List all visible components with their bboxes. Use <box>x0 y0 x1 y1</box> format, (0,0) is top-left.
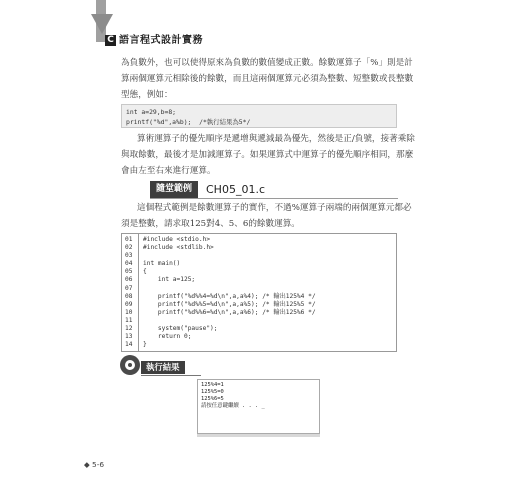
header-title: 語言程式設計實務 <box>119 35 203 46</box>
code-text: int a=125; <box>143 276 196 284</box>
code-text: { <box>143 268 147 276</box>
chapter-arrow-icon <box>91 14 113 34</box>
console-line: 125%4=1 <box>201 382 224 388</box>
sample-desc-line: 須是整數，請求取125對4、5、6的餘數運算。 <box>121 219 300 229</box>
code-text: system("pause"); <box>143 325 218 333</box>
execution-label: 執行結果 <box>141 361 185 374</box>
execution-disc-center <box>128 363 132 367</box>
code-text: int main() <box>143 260 181 268</box>
line-number: 08 <box>125 292 133 300</box>
precedence-line: 會由左至右來進行運算。 <box>121 166 216 176</box>
code-row <box>122 333 396 341</box>
code-row <box>122 301 396 309</box>
code-row <box>122 268 396 276</box>
line-number: 10 <box>125 308 133 316</box>
line-number: 11 <box>125 316 133 324</box>
sample-desc-line: 這個程式範例是餘數運算子的實作，不過%運算子兩端的兩個運算元都必 <box>137 203 412 213</box>
code-text: #include <stdlib.h> <box>143 244 214 252</box>
code-row <box>122 260 396 268</box>
code-row <box>122 325 396 333</box>
intro-line: 型態，例如： <box>121 90 173 100</box>
intro-paragraph <box>121 55 413 103</box>
sample-description <box>121 200 412 232</box>
line-number: 07 <box>125 284 133 292</box>
line-number: 13 <box>125 333 133 341</box>
code-text: printf("%d%%5=%d\n",a,a%5); /* 輸出125%5 */ <box>143 300 316 308</box>
page-number: ◆ 5-6 <box>84 460 105 469</box>
line-number: 04 <box>125 260 133 268</box>
code-row <box>122 309 396 317</box>
execution-divider <box>141 375 201 376</box>
line-number: 09 <box>125 300 133 308</box>
code-text: #include <stdio.h> <box>143 236 211 243</box>
console-line: 125%5=0 <box>201 389 224 395</box>
console-scrollbar <box>197 434 320 437</box>
code-text: printf("%d%%4=%d\n",a,a%4); /* 輸出125%4 */ <box>143 292 316 300</box>
code-row <box>122 293 396 301</box>
code-row <box>122 276 396 284</box>
intro-line: 算兩個運算元相除後的餘數，而且這兩個運算元必須為整數、短整數或長整數 <box>121 74 414 84</box>
line-number: 01 <box>125 236 133 243</box>
intro-line: 為負數外，也可以使得原來為負數的數值變成正數。餘數運算子「%」則是計 <box>121 58 413 68</box>
code-row <box>122 252 396 260</box>
line-number: 14 <box>125 341 133 349</box>
console-line: 請按任意鍵繼續 . . . _ <box>201 403 265 409</box>
code-line: printf("%d",a%b); /*執行結果為5*/ <box>126 118 251 126</box>
code-text: } <box>143 341 147 349</box>
sample-tag: 隨堂範例 <box>150 181 198 198</box>
sample-file-name: CH05_01.c <box>206 183 265 196</box>
code-row <box>122 317 396 325</box>
code-row <box>122 285 396 293</box>
precedence-paragraph <box>121 131 415 179</box>
code-row <box>122 244 396 252</box>
line-number: 03 <box>125 252 133 260</box>
code-line: int a=29,b=8; <box>126 108 177 116</box>
precedence-line: 算術運算子的優先順序是遞增與遞減最為優先，然後是正/負號，接著乘除 <box>137 134 415 144</box>
precedence-line: 與取餘數，最後才是加減運算子。如果運算式中運算子的優先順序相同，那麼 <box>121 150 414 160</box>
code-example-box <box>121 104 397 128</box>
code-row <box>122 236 396 244</box>
code-text: printf("%d%%6=%d\n",a,a%6); /* 輸出125%6 */ <box>143 308 316 316</box>
sample-divider <box>150 198 398 199</box>
code-row <box>122 341 396 349</box>
line-number: 02 <box>125 244 133 252</box>
line-number: 06 <box>125 276 133 284</box>
console-output <box>197 379 320 434</box>
code-text: return 0; <box>143 333 192 341</box>
line-number: 12 <box>125 325 133 333</box>
line-number: 05 <box>125 268 133 276</box>
console-line: 125%6=5 <box>201 396 224 402</box>
header-badge: C <box>105 35 116 46</box>
code-listing <box>121 233 397 352</box>
